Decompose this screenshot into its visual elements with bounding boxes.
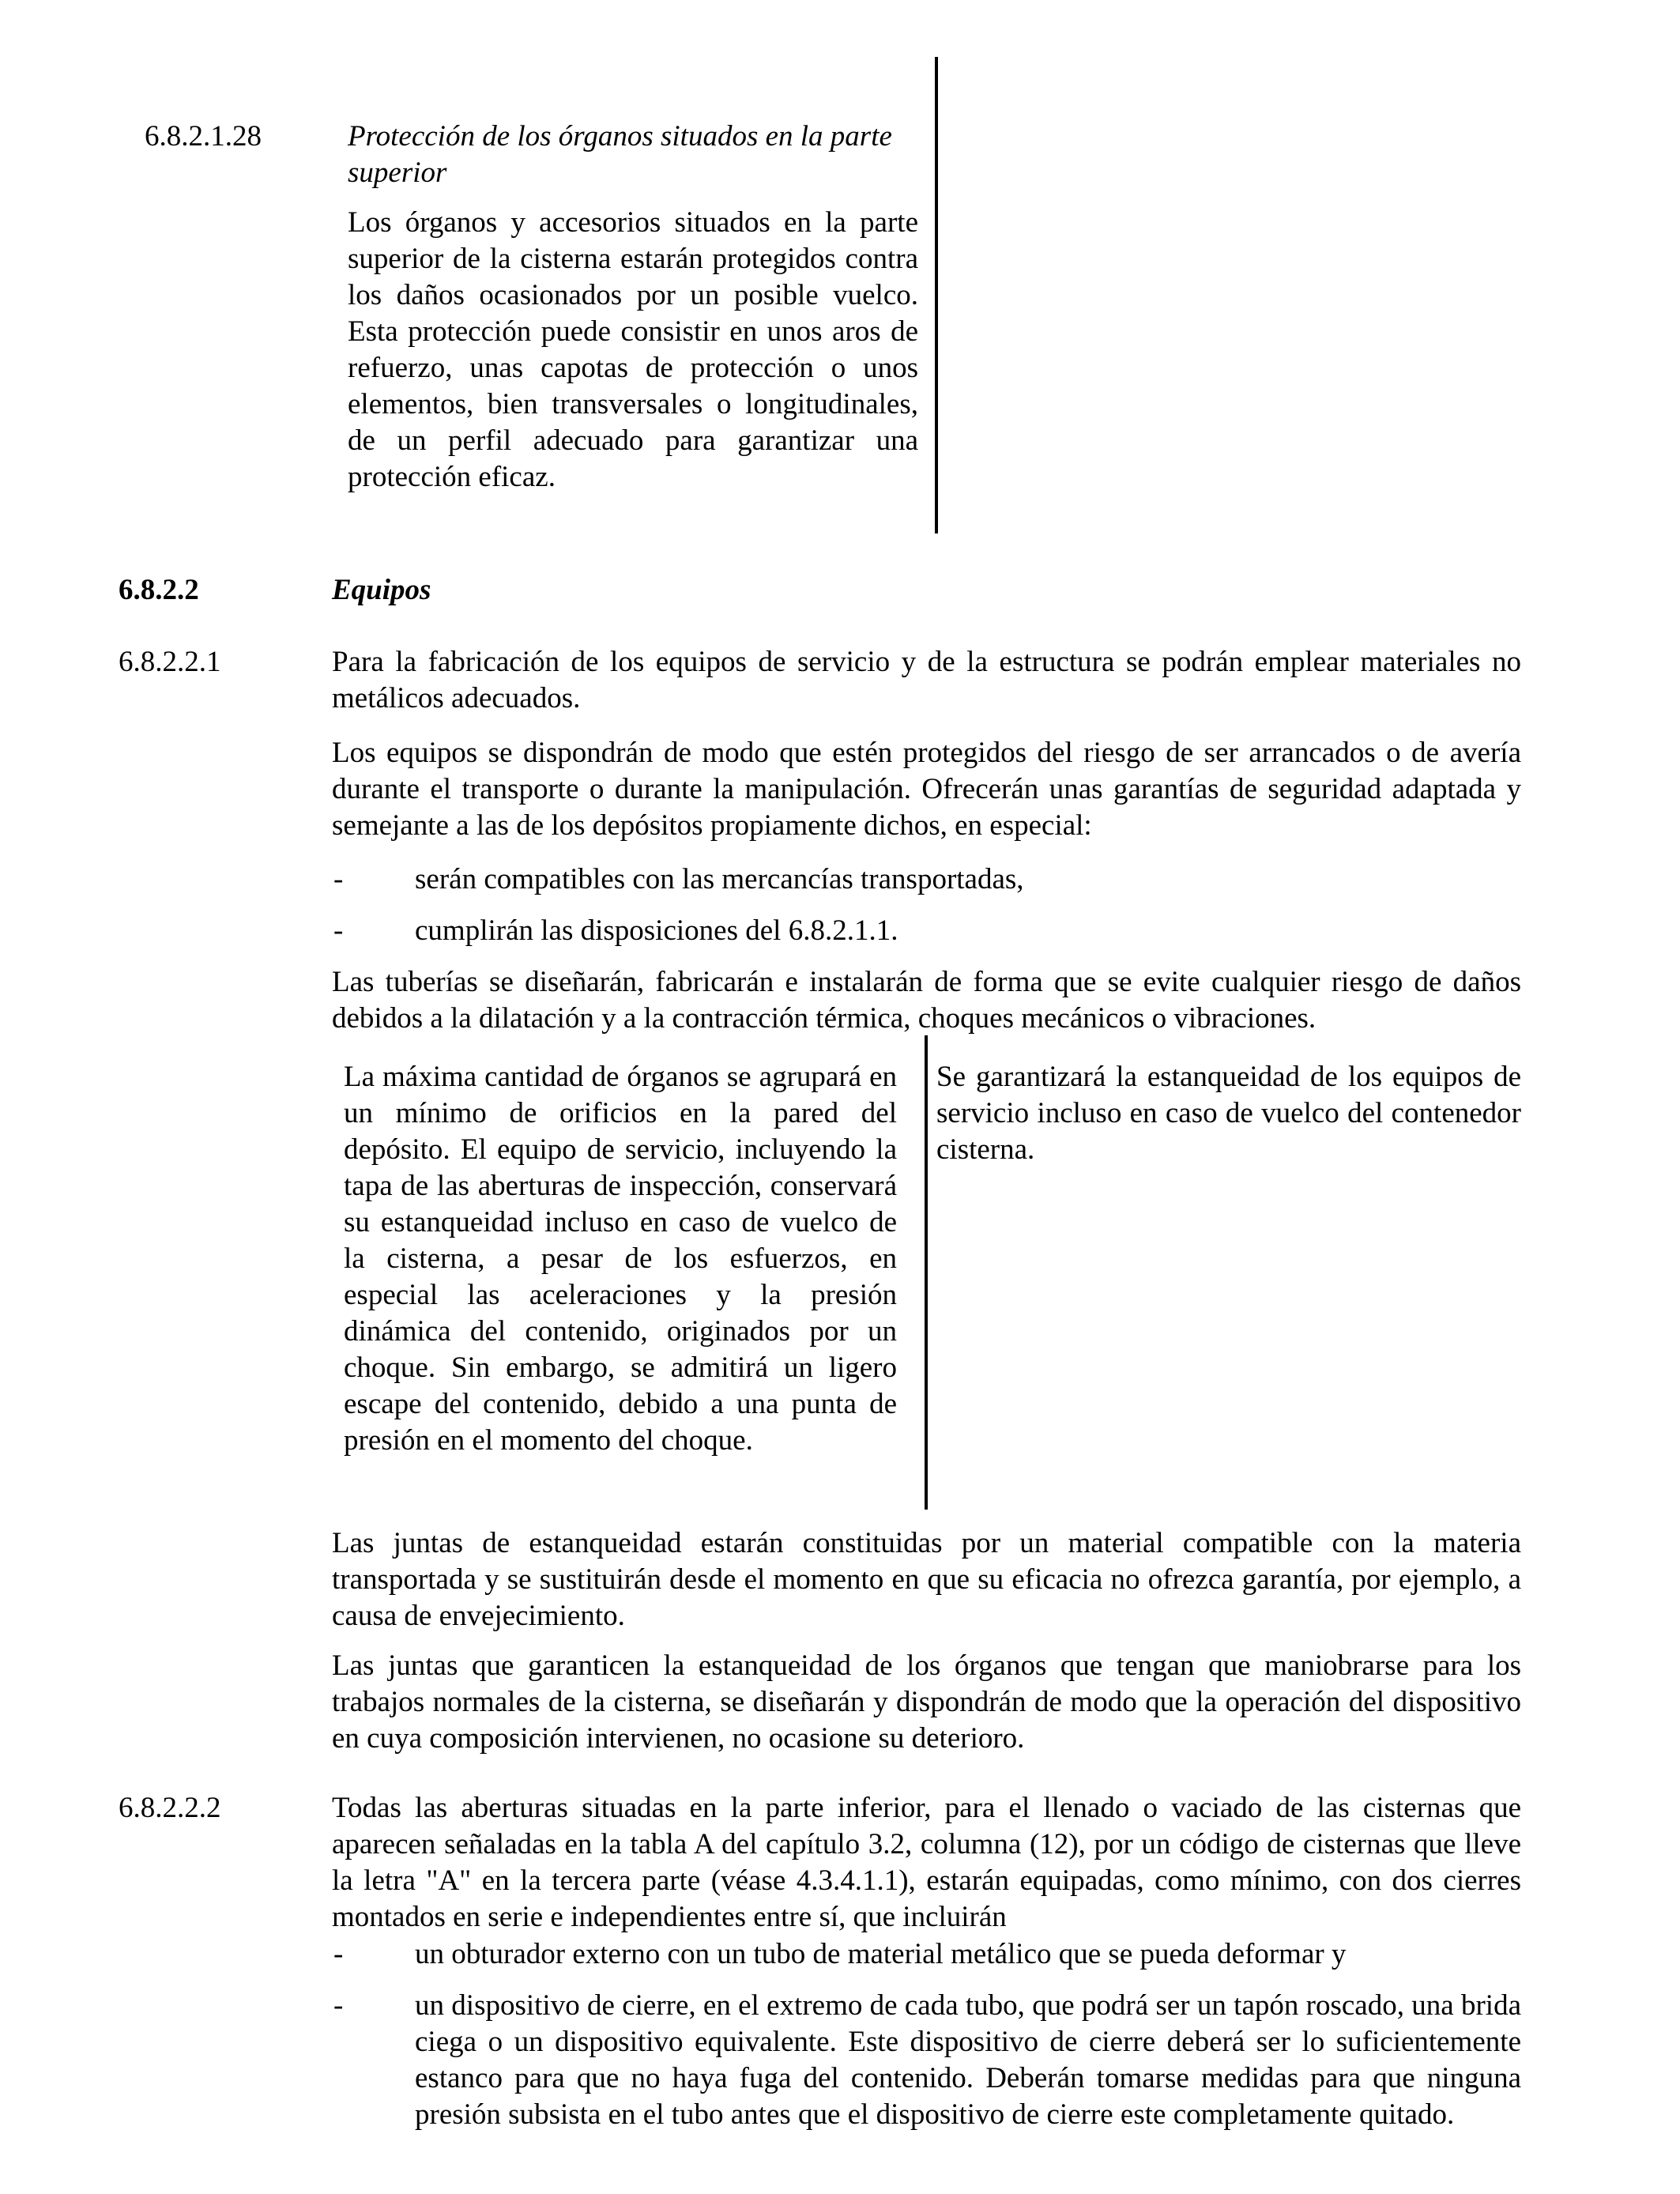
section-body: Los órganos y accesorios situados en la parte superior de la cisterna estarán protegidos contra los daños ocasionados por un posible vuelco. Esta protección puede consistir en unos aros de refuerzo, unas capotas de protección o unos elementos, bien transversales o longitudinales, de un perfil adecuado para garantizar una protección eficaz.: [348, 206, 918, 493]
bullet-marker: -: [333, 1989, 344, 2022]
section-number: 6.8.2.2.2: [119, 1792, 221, 1824]
paragraph: Los equipos se dispondrán de modo que estén protegidos del riesgo de ser arrancados o de avería durante el transporte o durante la manipulación. Ofrecerán unas garantías de seguridad adaptada y semejante a las de los depósitos propiamente dichos, en especial:: [332, 737, 1521, 842]
paragraph: Las juntas de estanqueidad estarán constituidas por un material compatible con la materia transportada y se sustituirán desde el momento en que su eficacia no ofrezca garantía, por ejemplo, a causa de envejecimiento.: [332, 1527, 1521, 1632]
right-column-text: Se garantizará la estanqueidad de los equipos de servicio incluso en caso de vuelco del contenedor cisterna.: [936, 1061, 1521, 1166]
section-number: 6.8.2.2: [119, 574, 199, 606]
change-bar: [935, 57, 938, 533]
section-title: Protección de los órganos situados en la parte superior: [348, 120, 892, 189]
paragraph: Para la fabricación de los equipos de servicio y de la estructura se podrán emplear materiales no metálicos adecuados.: [332, 646, 1521, 714]
left-column-text: La máxima cantidad de órganos se agrupará en un mínimo de orificios en la pared del depósito. El equipo de servicio, incluyendo la tapa de las aberturas de inspección, conservará su estanqueidad incluso en caso de vuelco de la cisterna, a pesar de los esfuerzos, en especial las aceleraciones y la presión dinámica del contenido, originados por un choque. Sin embargo, se admitirá un ligero escape del contenido, debido a una punta de presión en el momento del choque.: [344, 1061, 897, 1457]
paragraph: Las juntas que garanticen la estanqueidad de los órganos que tengan que maniobrarse para los trabajos normales de la cisterna, se diseñarán y dispondrán de modo que la operación del dispositivo en cuya composición intervienen, no ocasione su deterioro.: [332, 1649, 1521, 1755]
section-title: Equipos: [332, 574, 431, 606]
bullet-marker: -: [333, 1938, 344, 1970]
bullet-marker: -: [333, 863, 344, 895]
bullet-item: un dispositivo de cierre, en el extremo de cada tubo, que podrá ser un tapón roscado, una brida ciega o un dispositivo equivalente. Este dispositivo de cierre deberá ser lo suficientemente estanco para que no haya fuga del contenido. Deberán tomarse medidas para que ninguna presión subsista en el tubo antes que el dispositivo de cierre este completamente quitado.: [415, 1989, 1521, 2131]
section-number: 6.8.2.2.1: [119, 646, 221, 678]
bullet-item: un obturador externo con un tubo de material metálico que se pueda deformar y: [415, 1938, 1347, 1970]
column-divider: [925, 1035, 928, 1510]
bullet-item: cumplirán las disposiciones del 6.8.2.1.1.: [415, 914, 898, 947]
paragraph: Todas las aberturas situadas en la parte inferior, para el llenado o vaciado de las cisternas que aparecen señaladas en la tabla A del capítulo 3.2, columna (12), por un código de cisternas que lleve la letra "A" en la tercera parte (véase 4.3.4.1.1), estarán equipadas, como mínimo, con dos cierres montados en serie e independientes entre sí, que incluirán: [332, 1792, 1521, 1933]
bullet-marker: -: [333, 914, 344, 947]
section-number: 6.8.2.1.28: [145, 120, 262, 153]
bullet-item: serán compatibles con las mercancías transportadas,: [415, 863, 1024, 895]
paragraph: Las tuberías se diseñarán, fabricarán e instalarán de forma que se evite cualquier riesgo de daños debidos a la dilatación y a la contracción térmica, choques mecánicos o vibraciones.: [332, 966, 1521, 1035]
